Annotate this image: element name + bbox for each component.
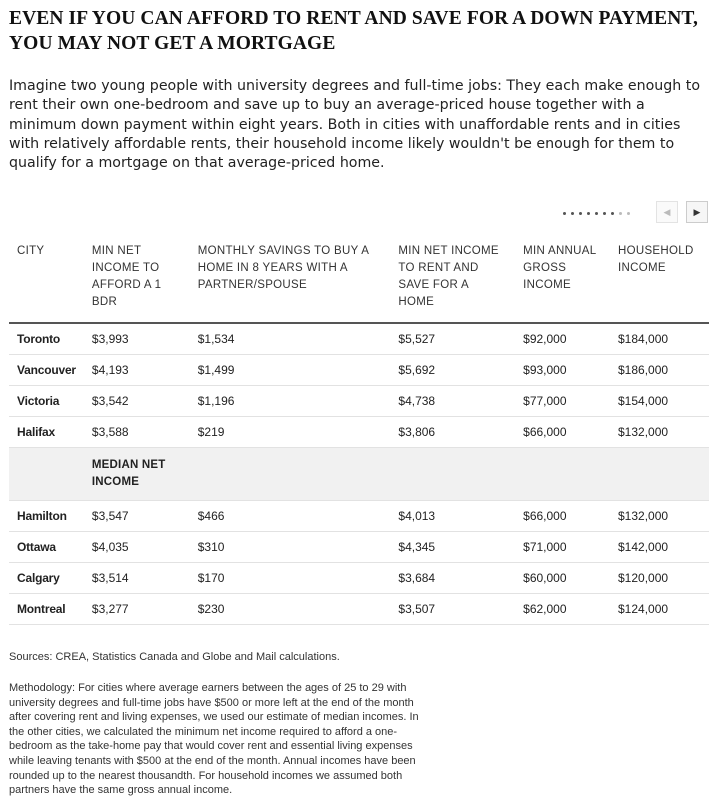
value-cell: $1,499 (190, 355, 391, 386)
value-cell: $5,527 (390, 323, 515, 355)
value-cell: $154,000 (610, 386, 709, 417)
value-cell: $310 (190, 532, 391, 563)
pager-dot[interactable] (587, 212, 590, 215)
prev-button[interactable] (656, 201, 678, 223)
pager-dot[interactable] (627, 212, 630, 215)
pager-dot[interactable] (619, 212, 622, 215)
table-row (9, 355, 709, 386)
pager-dot[interactable] (603, 212, 606, 215)
value-cell: $4,738 (390, 386, 515, 417)
intro-paragraph: Imagine two young people with university degrees and full-time jobs: They each make enough to rent their own one-bedroom and save up to buy an average-priced house together with a minimum down payment within eight years. Both in cities with unaffordable rents and in cities with relatively affordable rents, their household income likely wouldn't be enough for them to qualify for a mortgage on that average-priced home. (9, 78, 701, 172)
value-cell: $4,035 (84, 532, 190, 563)
value-cell: $132,000 (610, 501, 709, 532)
value-cell: $62,000 (515, 594, 610, 625)
article-title: EVEN IF YOU CAN AFFORD TO RENT AND SAVE FOR A DOWN PAYMENT, YOU MAY NOT GET A MORTGAGE (9, 8, 699, 54)
value-cell: $4,193 (84, 355, 190, 386)
value-cell: $3,542 (84, 386, 190, 417)
value-cell: $93,000 (515, 355, 610, 386)
value-cell: $66,000 (515, 417, 610, 448)
col-header-min-net-rent-save: MIN NET INCOME TO RENT AND SAVE FOR A HOME (390, 234, 515, 323)
col-header-monthly-savings: MONTHLY SAVINGS TO BUY A HOME IN 8 YEARS WITH A PARTNER/SPOUSE (190, 234, 391, 323)
city-cell: Toronto (9, 323, 84, 355)
value-cell: $1,196 (190, 386, 391, 417)
table-section (9, 448, 709, 501)
table-row (9, 563, 709, 594)
pager-dot[interactable] (611, 212, 614, 215)
value-cell: $3,806 (390, 417, 515, 448)
value-cell: $170 (190, 563, 391, 594)
table-body-top (9, 323, 709, 448)
value-cell: $1,534 (190, 323, 391, 355)
city-cell: Vancouver (9, 355, 84, 386)
value-cell: $4,013 (390, 501, 515, 532)
table-row (9, 417, 709, 448)
col-header-min-net-1bdr: MIN NET INCOME TO AFFORD A 1 BDR (84, 234, 190, 323)
value-cell: $3,684 (390, 563, 515, 594)
table-row (9, 323, 709, 355)
table-row (9, 501, 709, 532)
value-cell: $3,277 (84, 594, 190, 625)
sources-note: Sources: CREA, Statistics Canada and Globe and Mail calculations. (9, 651, 340, 663)
col-header-min-annual-gross: MIN ANNUAL GROSS INCOME (515, 234, 610, 323)
value-cell: $3,588 (84, 417, 190, 448)
table-row (9, 594, 709, 625)
value-cell: $142,000 (610, 532, 709, 563)
chevron-left-icon: ◀ (663, 206, 671, 217)
table-header-row (9, 234, 709, 323)
value-cell: $219 (190, 417, 391, 448)
city-cell: Hamilton (9, 501, 84, 532)
value-cell: $3,993 (84, 323, 190, 355)
value-cell: $92,000 (515, 323, 610, 355)
pager-dot[interactable] (571, 212, 574, 215)
pager-dot[interactable] (579, 212, 582, 215)
value-cell: $184,000 (610, 323, 709, 355)
income-table (9, 234, 709, 625)
value-cell: $3,507 (390, 594, 515, 625)
table-body-bottom (9, 501, 709, 625)
value-cell: $466 (190, 501, 391, 532)
table-row (9, 532, 709, 563)
value-cell: $186,000 (610, 355, 709, 386)
pager-dot[interactable] (563, 212, 566, 215)
value-cell: $120,000 (610, 563, 709, 594)
slide-pager-dots[interactable] (563, 202, 635, 224)
methodology-note: Methodology: For cities where average earners between the ages of 25 to 29 with university degrees and full-time jobs have $500 or more left at the end of the month after covering rent and living expenses, we used our estimate of median incomes. In the other cities, we calculated the minimum net income required to afford a one-bedroom as the take-home pay that would cover rent and essential living expenses while leaving tenants with $500 at the end of the month. Annual incomes have been rounded up to the nearest thousandth. For household incomes we assumed both partners have the same gross annual income. (9, 682, 419, 797)
col-header-city: CITY (9, 234, 84, 323)
value-cell: $132,000 (610, 417, 709, 448)
next-button[interactable] (686, 201, 708, 223)
table-row (9, 386, 709, 417)
section-label-median-net-income: MEDIAN NET INCOME (91, 459, 166, 488)
value-cell: $71,000 (515, 532, 610, 563)
value-cell: $230 (190, 594, 391, 625)
value-cell: $77,000 (515, 386, 610, 417)
value-cell: $66,000 (515, 501, 610, 532)
value-cell: $3,547 (84, 501, 190, 532)
city-cell: Calgary (9, 563, 84, 594)
value-cell: $4,345 (390, 532, 515, 563)
value-cell: $3,514 (84, 563, 190, 594)
chevron-right-icon: ▶ (693, 206, 701, 217)
city-cell: Montreal (9, 594, 84, 625)
value-cell: $5,692 (390, 355, 515, 386)
city-cell: Ottawa (9, 532, 84, 563)
pager-dot[interactable] (595, 212, 598, 215)
section-row (9, 448, 709, 501)
city-cell: Halifax (9, 417, 84, 448)
value-cell: $124,000 (610, 594, 709, 625)
city-cell: Victoria (9, 386, 84, 417)
col-header-household-income: HOUSEHOLD INCOME (610, 234, 709, 323)
value-cell: $60,000 (515, 563, 610, 594)
